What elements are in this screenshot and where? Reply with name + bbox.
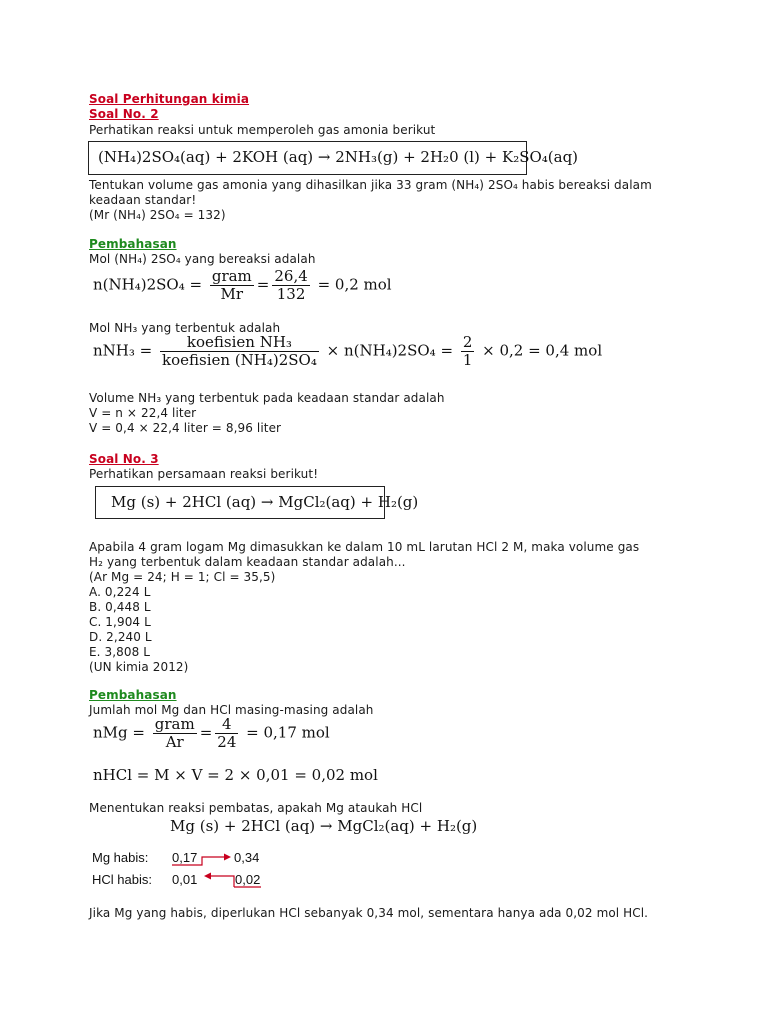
soal3-equation: Mg (s) + 2HCl (aq) → MgCl₂(aq) + H₂(g) <box>111 493 419 511</box>
option-d: D. 2,240 L <box>89 630 152 644</box>
soal2-step2: Mol NH₃ yang terbentuk adalah <box>89 321 281 335</box>
mg-val1: 0,17 <box>172 850 198 865</box>
eq1-den1: Mr <box>220 285 244 303</box>
hcl-habis-label: HCl habis: <box>92 872 152 887</box>
soal2-v1: V = n × 22,4 liter <box>89 406 197 420</box>
soal2-step3: Volume NH₃ yang terbentuk pada keadaan standar adalah <box>89 391 445 405</box>
eq2-num1: koefisien NH₃ <box>160 334 319 352</box>
soal2-question-line1: Tentukan volume gas amonia yang dihasilkan jika 33 gram (NH₄) 2SO₄ habis bereaksi dalam <box>89 178 652 192</box>
mg-arrow-head <box>224 854 231 861</box>
soal3-step2: Menentukan reaksi pembatas, apakah Mg ataukah HCl <box>89 801 423 815</box>
soal2-step1: Mol (NH₄) 2SO₄ yang bereaksi adalah <box>89 252 316 266</box>
soal3-question-line2: H₂ yang terbentuk dalam keadaan standar adalah... <box>89 555 406 569</box>
eq2-result: × 0,2 = 0,4 mol <box>482 341 603 360</box>
option-a: A. 0,224 L <box>89 585 151 599</box>
hcl-val1: 0,01 <box>172 872 198 887</box>
eq1-num1: gram <box>211 267 252 285</box>
soal3-heading: Soal No. 3 <box>89 452 159 466</box>
soal3-conclusion: Jika Mg yang habis, diperlukan HCl sebanyak 0,34 mol, sementara hanya ada 0,02 mol HCl. <box>89 906 649 920</box>
soal2-v2: V = 0,4 × 22,4 liter = 8,96 liter <box>89 421 282 435</box>
soal3-eq1-den2: 24 <box>217 733 237 751</box>
soal3-source: (UN kimia 2012) <box>89 660 189 674</box>
option-e: E. 3,808 L <box>89 645 151 659</box>
mg-habis-label: Mg habis: <box>92 850 149 865</box>
soal3-eq2: nHCl = M × V = 2 × 0,01 = 0,02 mol <box>93 766 378 784</box>
mg-val2: 0,34 <box>234 850 260 865</box>
eq1-result: = 0,2 mol <box>317 275 392 294</box>
document-title: Soal Perhitungan kimia <box>89 92 250 106</box>
soal3-eq1-num1: gram <box>154 715 195 733</box>
soal3-eq1-num2: 4 <box>215 716 238 734</box>
option-c: C. 1,904 L <box>89 615 151 629</box>
soal3-eq1: nMg = $\frac{\text{gram}}{Ar}$ = $\frac{4}{24}$ = 0,17 mol <box>93 715 330 751</box>
soal2-intro: Perhatikan reaksi untuk memperoleh gas amonia berikut <box>89 123 436 137</box>
hcl-val2: 0,02 <box>235 872 261 887</box>
soal3-step1: Jumlah mol Mg dan HCl masing-masing adalah <box>89 703 374 717</box>
eq1-den2: 132 <box>276 285 306 303</box>
soal3-ar: (Ar Mg = 24; H = 1; Cl = 35,5) <box>89 570 276 584</box>
soal2-eq1: n(NH₄)2SO₄ = $\frac{\text{gram}}{Mr}$ = $\frac{26,4}{132}$ = 0,2 mol <box>93 267 392 303</box>
soal3-eq1-result: = 0,17 mol <box>246 723 330 742</box>
hcl-arrow-line <box>210 876 234 887</box>
hcl-arrow-head <box>204 873 211 880</box>
soal3-question-line1: Apabila 4 gram logam Mg dimasukkan ke dalam 10 mL larutan HCl 2 M, maka volume gas <box>89 540 640 554</box>
soal2-heading: Soal No. 2 <box>89 107 159 121</box>
eq1-lhs: n(NH₄)2SO₄ = <box>93 275 203 294</box>
soal2-mr: (Mr (NH₄) 2SO₄ = 132) <box>89 208 226 222</box>
soal3-eq1-den1: Ar <box>165 733 184 751</box>
eq2-den1: koefisien (NH₄)2SO₄ <box>162 351 317 369</box>
soal3-eq1-lhs: nMg = <box>93 723 145 742</box>
mg-arrow-line <box>172 857 226 865</box>
eq1-num2: 26,4 <box>274 267 308 285</box>
eq2-mid: × n(NH₄)2SO₄ = <box>326 341 454 360</box>
eq2-lhs: nNH₃ = <box>93 341 153 360</box>
soal3-intro: Perhatikan persamaan reaksi berikut! <box>89 467 319 481</box>
soal2-question-line2: keadaan standar! <box>89 193 197 207</box>
soal3-equation2: Mg (s) + 2HCl (aq) → MgCl₂(aq) + H₂(g) <box>170 817 478 835</box>
eq2-num2: 2 <box>462 333 473 351</box>
soal3-pembahasan: Pembahasan <box>89 688 177 702</box>
option-b: B. 0,448 L <box>89 600 151 614</box>
soal2-equation: (NH₄)2SO₄(aq) + 2KOH (aq) → 2NH₃(g) + 2H₂0 (l) + K₂SO₄(aq) <box>98 148 579 166</box>
eq2-den2: 1 <box>462 351 473 369</box>
soal2-pembahasan: Pembahasan <box>89 237 177 251</box>
